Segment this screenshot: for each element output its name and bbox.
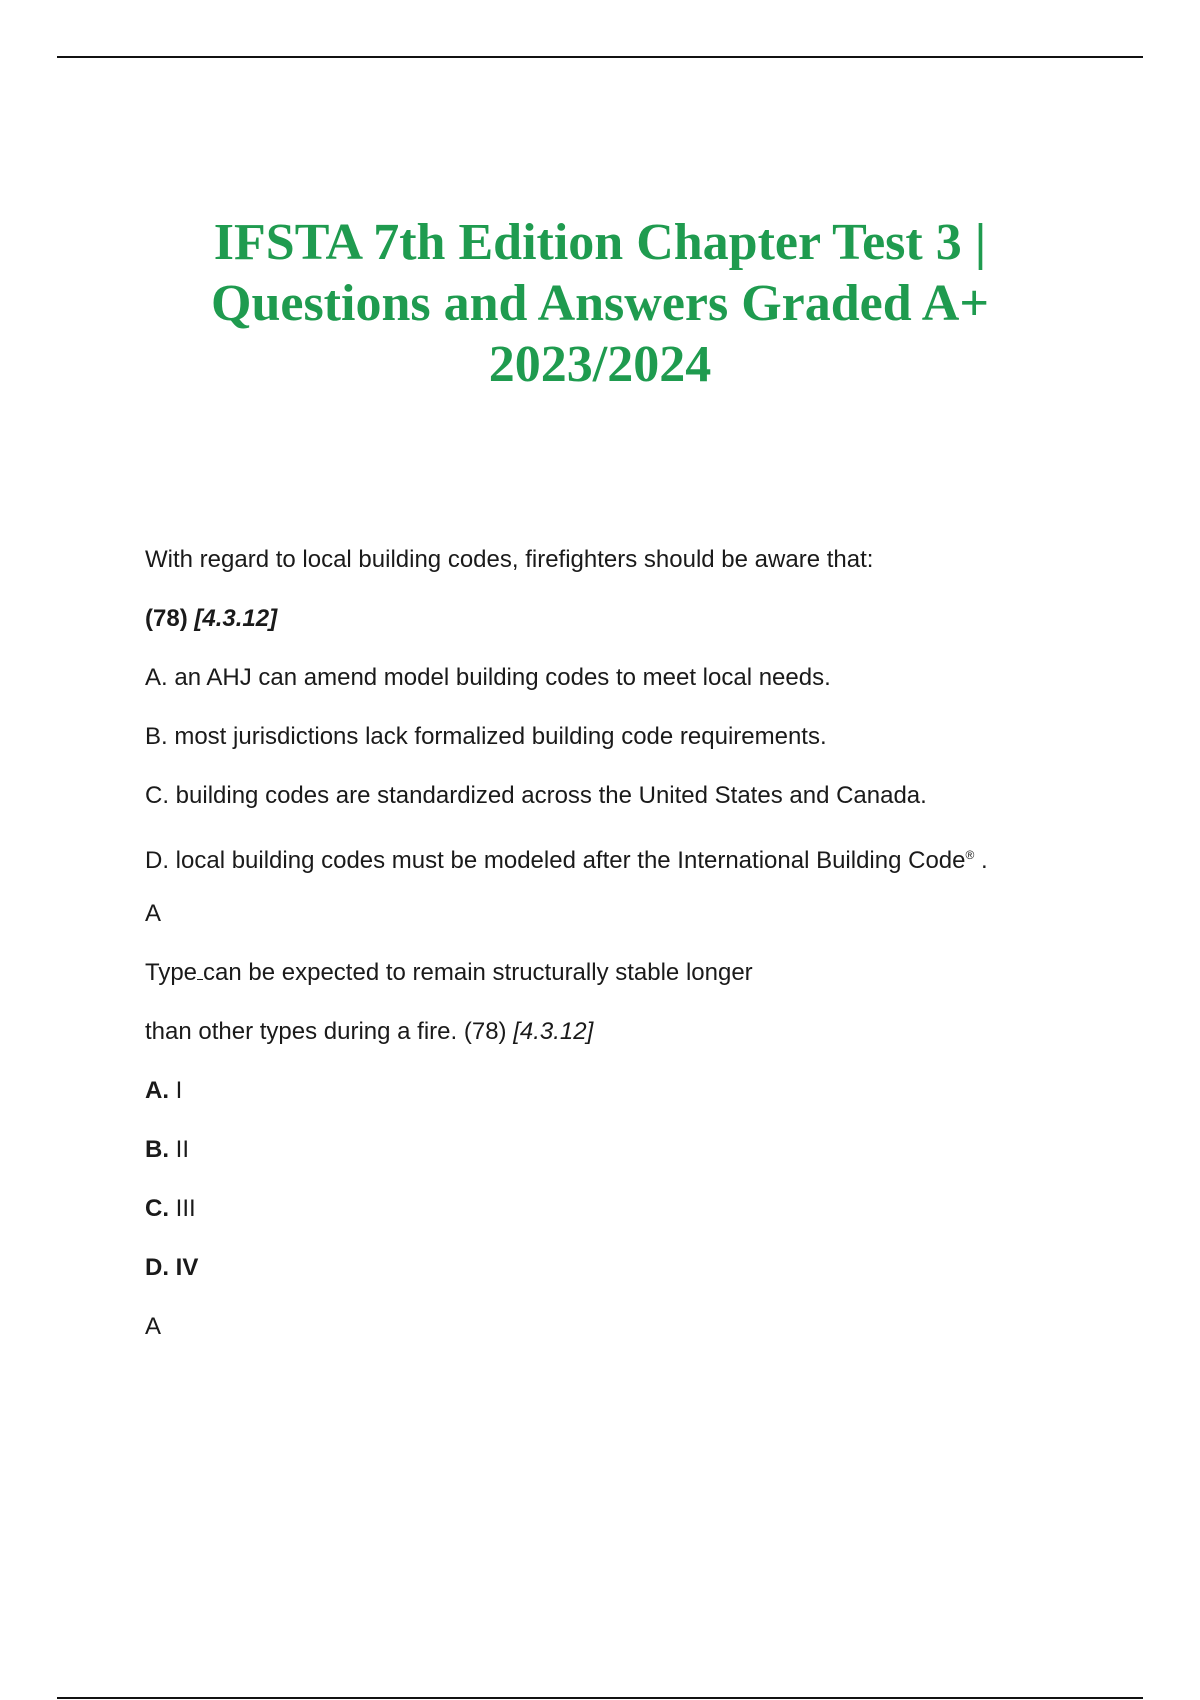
q1-ref-sec: [4.3.12] (194, 605, 278, 632)
q1-answer: A (145, 900, 162, 927)
title-line-3: 2023/2024 (488, 336, 712, 393)
q2-option-c (145, 1189, 1105, 1248)
option-text: II (175, 1136, 190, 1163)
q2-answer: A (145, 1313, 162, 1340)
q2-ref-sec: [4.3.12] (513, 1018, 594, 1045)
q1-ref-num: (78) (145, 605, 188, 632)
q1-question: With regard to local building codes, firefighters should be aware that: (145, 546, 874, 573)
option-letter: D. IV (145, 1254, 199, 1281)
title-line-2: Questions and Answers Graded A+ (211, 275, 989, 332)
title-line-1: IFSTA 7th Edition Chapter Test 3 | (213, 214, 987, 271)
bottom-rule (57, 1697, 1143, 1699)
top-rule (57, 56, 1143, 58)
document-title (100, 212, 1100, 395)
q1-option-c: C. building codes are standardized across the United States and Canada. (145, 782, 927, 809)
q2-question-line-2-text: than other types during a fire. (78) (145, 1018, 507, 1045)
option-letter: C. (145, 1195, 169, 1222)
document-body (145, 540, 1105, 1366)
q1-option-d-text: D. local building codes must be modeled after the International Building Code (145, 847, 966, 874)
q2-question-line-1 (145, 953, 1105, 1012)
q1-option-d-end: . (974, 847, 988, 874)
option-letter: A. (145, 1077, 169, 1104)
q2-option-a (145, 1071, 1105, 1130)
q1-option-a: A. an AHJ can amend model building codes to meet local needs. (145, 664, 831, 691)
q2-question-rest: can be expected to remain structurally stable longer (203, 959, 753, 986)
q2-option-d (145, 1248, 1105, 1307)
option-text: I (175, 1077, 183, 1104)
q2-option-b (145, 1130, 1105, 1189)
q2-type-word: Type (145, 959, 198, 986)
option-letter: B. (145, 1136, 169, 1163)
registered-mark: ® (965, 848, 975, 862)
option-text: III (175, 1195, 196, 1222)
q2-question-line-2 (145, 1012, 1105, 1071)
q1-reference (145, 599, 1105, 658)
q1-option-b: B. most jurisdictions lack formalized building code requirements. (145, 723, 827, 750)
q1-option-d (145, 835, 1105, 894)
